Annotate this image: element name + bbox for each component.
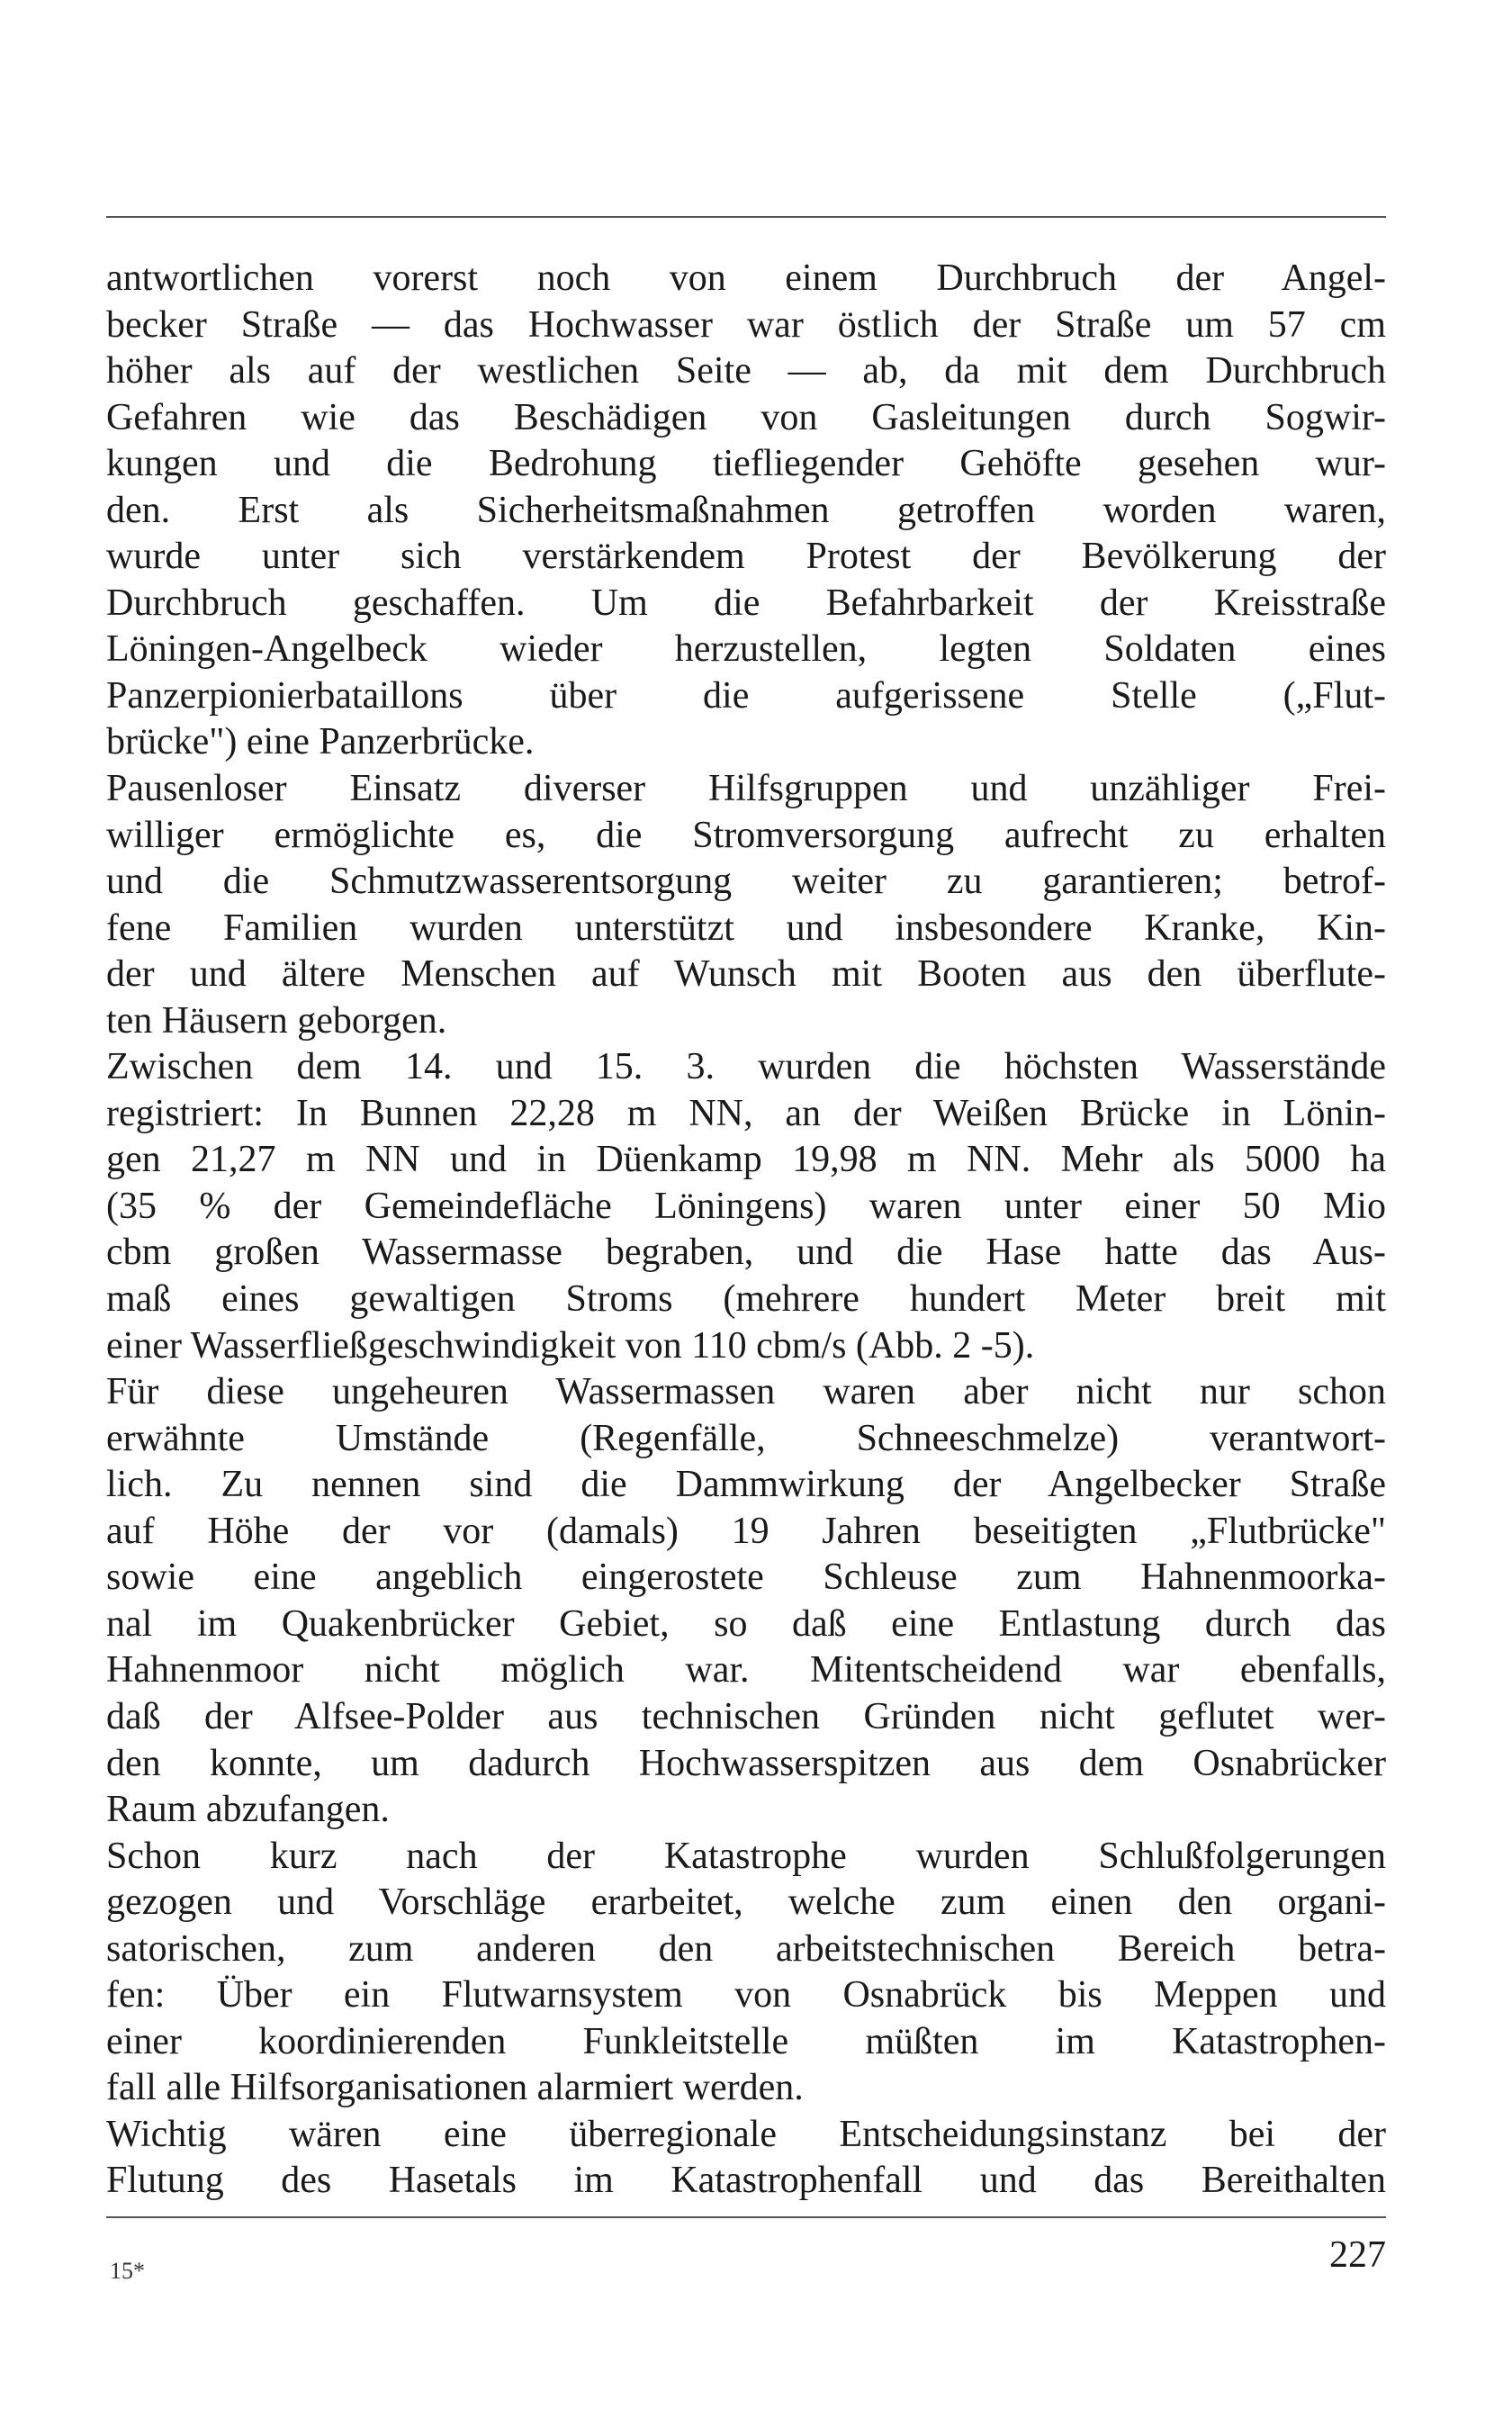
text-line: nal im Quakenbrücker Gebiet, so daß eine Entlastung durch das	[106, 1602, 1386, 1645]
text-line: cbm großen Wassermasse begraben, und die Hase hatte das Aus-	[106, 1232, 1386, 1274]
text-line: registriert: In Bunnen 22,28 m NN, an der Weißen Brücke in Lönin-	[106, 1092, 1386, 1134]
text-line: maß eines gewaltigen Stroms (mehrere hundert Meter breit mit	[106, 1278, 1386, 1321]
text-line: Durchbruch geschaffen. Um die Befahrbarkeit der Kreisstraße	[106, 582, 1386, 624]
text-line: Flutung des Hasetals im Katastrophenfall und das Bereithalten	[106, 2160, 1386, 2202]
text-line: wurde unter sich verstärkendem Protest der Bevölkerung der	[106, 536, 1386, 578]
text-line: Panzerpionierbataillons über die aufgerissene Stelle („Flut-	[106, 674, 1386, 717]
text-line: gezogen und Vorschläge erarbeitet, welche zum einen den organi-	[106, 1881, 1386, 1924]
text-line: kungen und die Bedrohung tiefliegender Gehöfte gesehen wur-	[106, 443, 1386, 485]
text-line: sowie eine angeblich eingerostete Schleuse zum Hahnenmoorka-	[106, 1556, 1386, 1599]
text-line: Schon kurz nach der Katastrophe wurden Schlußfolgerungen	[106, 1835, 1386, 1877]
bottom-rule	[106, 2216, 1386, 2218]
text-line: einer Wasserfließgeschwindigkeit von 110 cbm/s (Abb. 2 -5).	[106, 1324, 1035, 1367]
text-line: Hahnenmoor nicht möglich war. Mitentscheidend war ebenfalls,	[106, 1649, 1386, 1692]
text-line: (35 % der Gemeindefläche Löningens) waren unter einer 50 Mio	[106, 1185, 1386, 1227]
text-line: Pausenloser Einsatz diverser Hilfsgruppen und unzähliger Frei-	[106, 768, 1386, 810]
text-line: ten Häusern geborgen.	[106, 999, 447, 1042]
text-line: höher als auf der westlichen Seite — ab, da mit dem Durchbruch	[106, 350, 1386, 392]
top-rule	[106, 216, 1386, 218]
text-line: auf Höhe der vor (damals) 19 Jahren beseitigten „Flutbrücke"	[106, 1510, 1386, 1552]
text-line: Raum abzufangen.	[106, 1789, 390, 1831]
text-line: williger ermöglichte es, die Stromversorgung aufrecht zu erhalten	[106, 814, 1386, 856]
text-line: erwähnte Umstände (Regenfälle, Schneeschmelze) verantwort-	[106, 1417, 1386, 1459]
text-line: Zwischen dem 14. und 15. 3. wurden die höchsten Wasserstände	[106, 1046, 1386, 1088]
text-line: Löningen-Angelbeck wieder herzustellen, legten Soldaten eines	[106, 628, 1386, 671]
text-line: brücke") eine Panzerbrücke.	[106, 721, 535, 763]
text-line: der und ältere Menschen auf Wunsch mit Booten aus den überflute-	[106, 953, 1386, 996]
text-line: den konnte, um dadurch Hochwasserspitzen aus dem Osnabrücker	[106, 1742, 1386, 1784]
text-line: fall alle Hilfsorganisationen alarmiert werden.	[106, 2067, 804, 2109]
signature-mark: 15*	[110, 2258, 145, 2284]
text-line: und die Schmutzwasserentsorgung weiter zu garantieren; betrof-	[106, 861, 1386, 903]
body-text	[106, 256, 1386, 2205]
text-line: satorischen, zum anderen den arbeitstechnischen Bereich betra-	[106, 1927, 1386, 1970]
text-line: Für diese ungeheuren Wassermassen waren aber nicht nur schon	[106, 1371, 1386, 1413]
text-line: den. Erst als Sicherheitsmaßnahmen getroffen worden waren,	[106, 489, 1386, 531]
text-line: fene Familien wurden unterstützt und insbesondere Kranke, Kin-	[106, 907, 1386, 949]
text-line: antwortlichen vorerst noch von einem Durchbruch der Angel-	[106, 257, 1386, 299]
text-line: fen: Über ein Flutwarnsystem von Osnabrück bis Meppen und	[106, 1974, 1386, 2016]
text-line: daß der Alfsee-Polder aus technischen Gründen nicht geflutet wer-	[106, 1695, 1386, 1737]
text-line: Wichtig wären eine überregionale Entscheidungsinstanz bei der	[106, 2113, 1386, 2155]
text-line: gen 21,27 m NN und in Düenkamp 19,98 m NN. Mehr als 5000 ha	[106, 1139, 1386, 1181]
page-number: 227	[1329, 2234, 1386, 2276]
text-line: Gefahren wie das Beschädigen von Gasleitungen durch Sogwir-	[106, 396, 1386, 438]
text-line: einer koordinierenden Funkleitstelle müßten im Katastrophen-	[106, 2020, 1386, 2062]
text-line: lich. Zu nennen sind die Dammwirkung der Angelbecker Straße	[106, 1464, 1386, 1506]
text-line: becker Straße — das Hochwasser war östlich der Straße um 57 cm	[106, 303, 1386, 346]
